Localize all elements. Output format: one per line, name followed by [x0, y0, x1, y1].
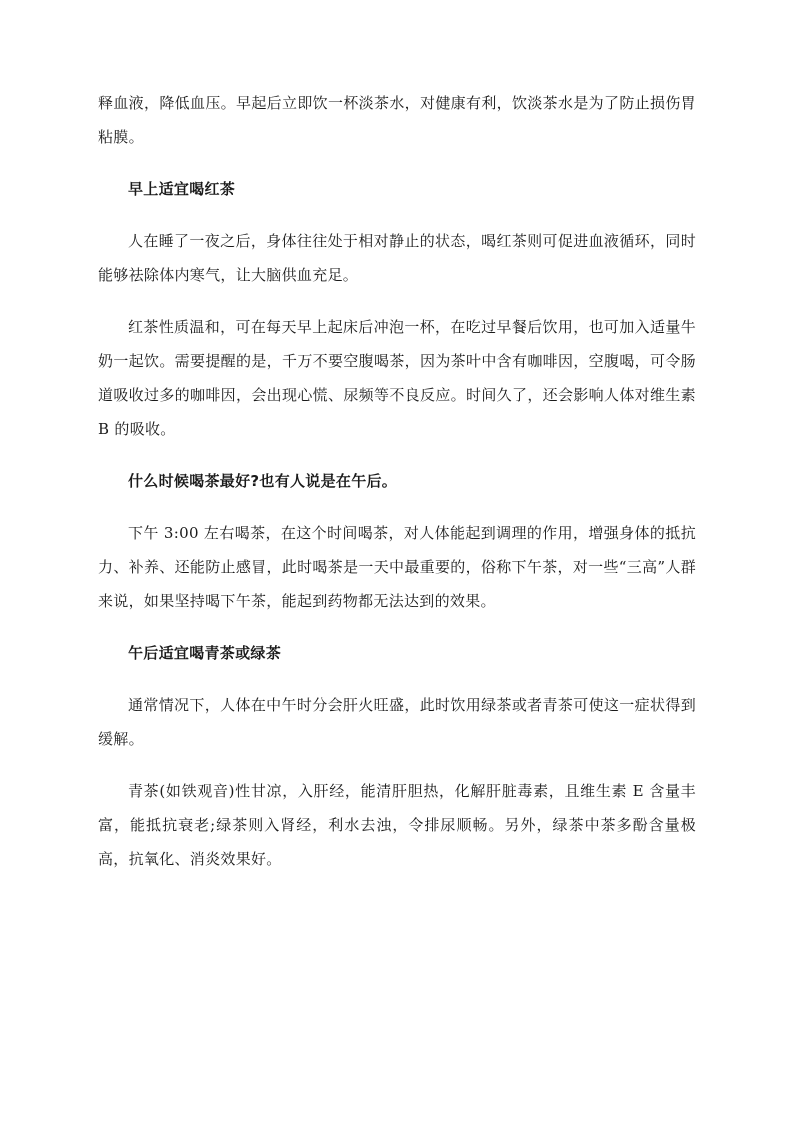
section-heading-afternoon-green-tea: 午后适宜喝青茶或绿茶: [128, 644, 282, 662]
paragraph-black-tea-notes: 红茶性质温和，可在每天早上起床后冲泡一杯，在吃过早餐后饮用，也可加入适量牛奶一起饮。需要提醒的是，千万不要空腹喝茶，因为茶叶中含有咖啡因，空腹喝，可令肠道吸收过多的咖啡因，会出现心慌、尿频等不良反应。时间久了，还会影响人体对维生素 B 的吸收。: [98, 318, 696, 438]
section-heading-best-time: 什么时候喝茶最好?也有人说是在午后。: [128, 472, 398, 490]
paragraph-afternoon-tea: 下午 3:00 左右喝茶，在这个时间喝茶，对人体能起到调理的作用，增强身体的抵抗力、补养、还能防止感冒，此时喝茶是一天中最重要的，俗称下午茶，对一些“三高”人群来说，如果坚持喝下午茶，能起到药物都无法达到的效果。: [98, 524, 696, 610]
paragraph-oolong-green-tea: 青茶(如铁观音)性甘凉，入肝经，能清肝胆热，化解肝脏毒素，且维生素 E 含量丰富，能抵抗衰老;绿茶则入肾经，利水去浊，令排尿顺畅。另外，绿茶中茶多酚含量极高，抗氧化、消炎效果好。: [98, 782, 696, 868]
document-page: [98, 86, 696, 894]
paragraph-black-tea-benefits: 人在睡了一夜之后，身体往往处于相对静止的状态，喝红茶则可促进血液循环，同时能够祛除体内寒气，让大脑供血充足。: [98, 232, 696, 284]
paragraph-continued: 释血液，降低血压。早起后立即饮一杯淡茶水，对健康有利，饮淡茶水是为了防止损伤胃粘膜。: [98, 94, 696, 146]
paragraph-liver-fire: 通常情况下，人体在中午时分会肝火旺盛，此时饮用绿茶或者青茶可使这一症状得到缓解。: [98, 696, 696, 748]
section-heading-morning-black-tea: 早上适宜喝红茶: [128, 180, 236, 198]
